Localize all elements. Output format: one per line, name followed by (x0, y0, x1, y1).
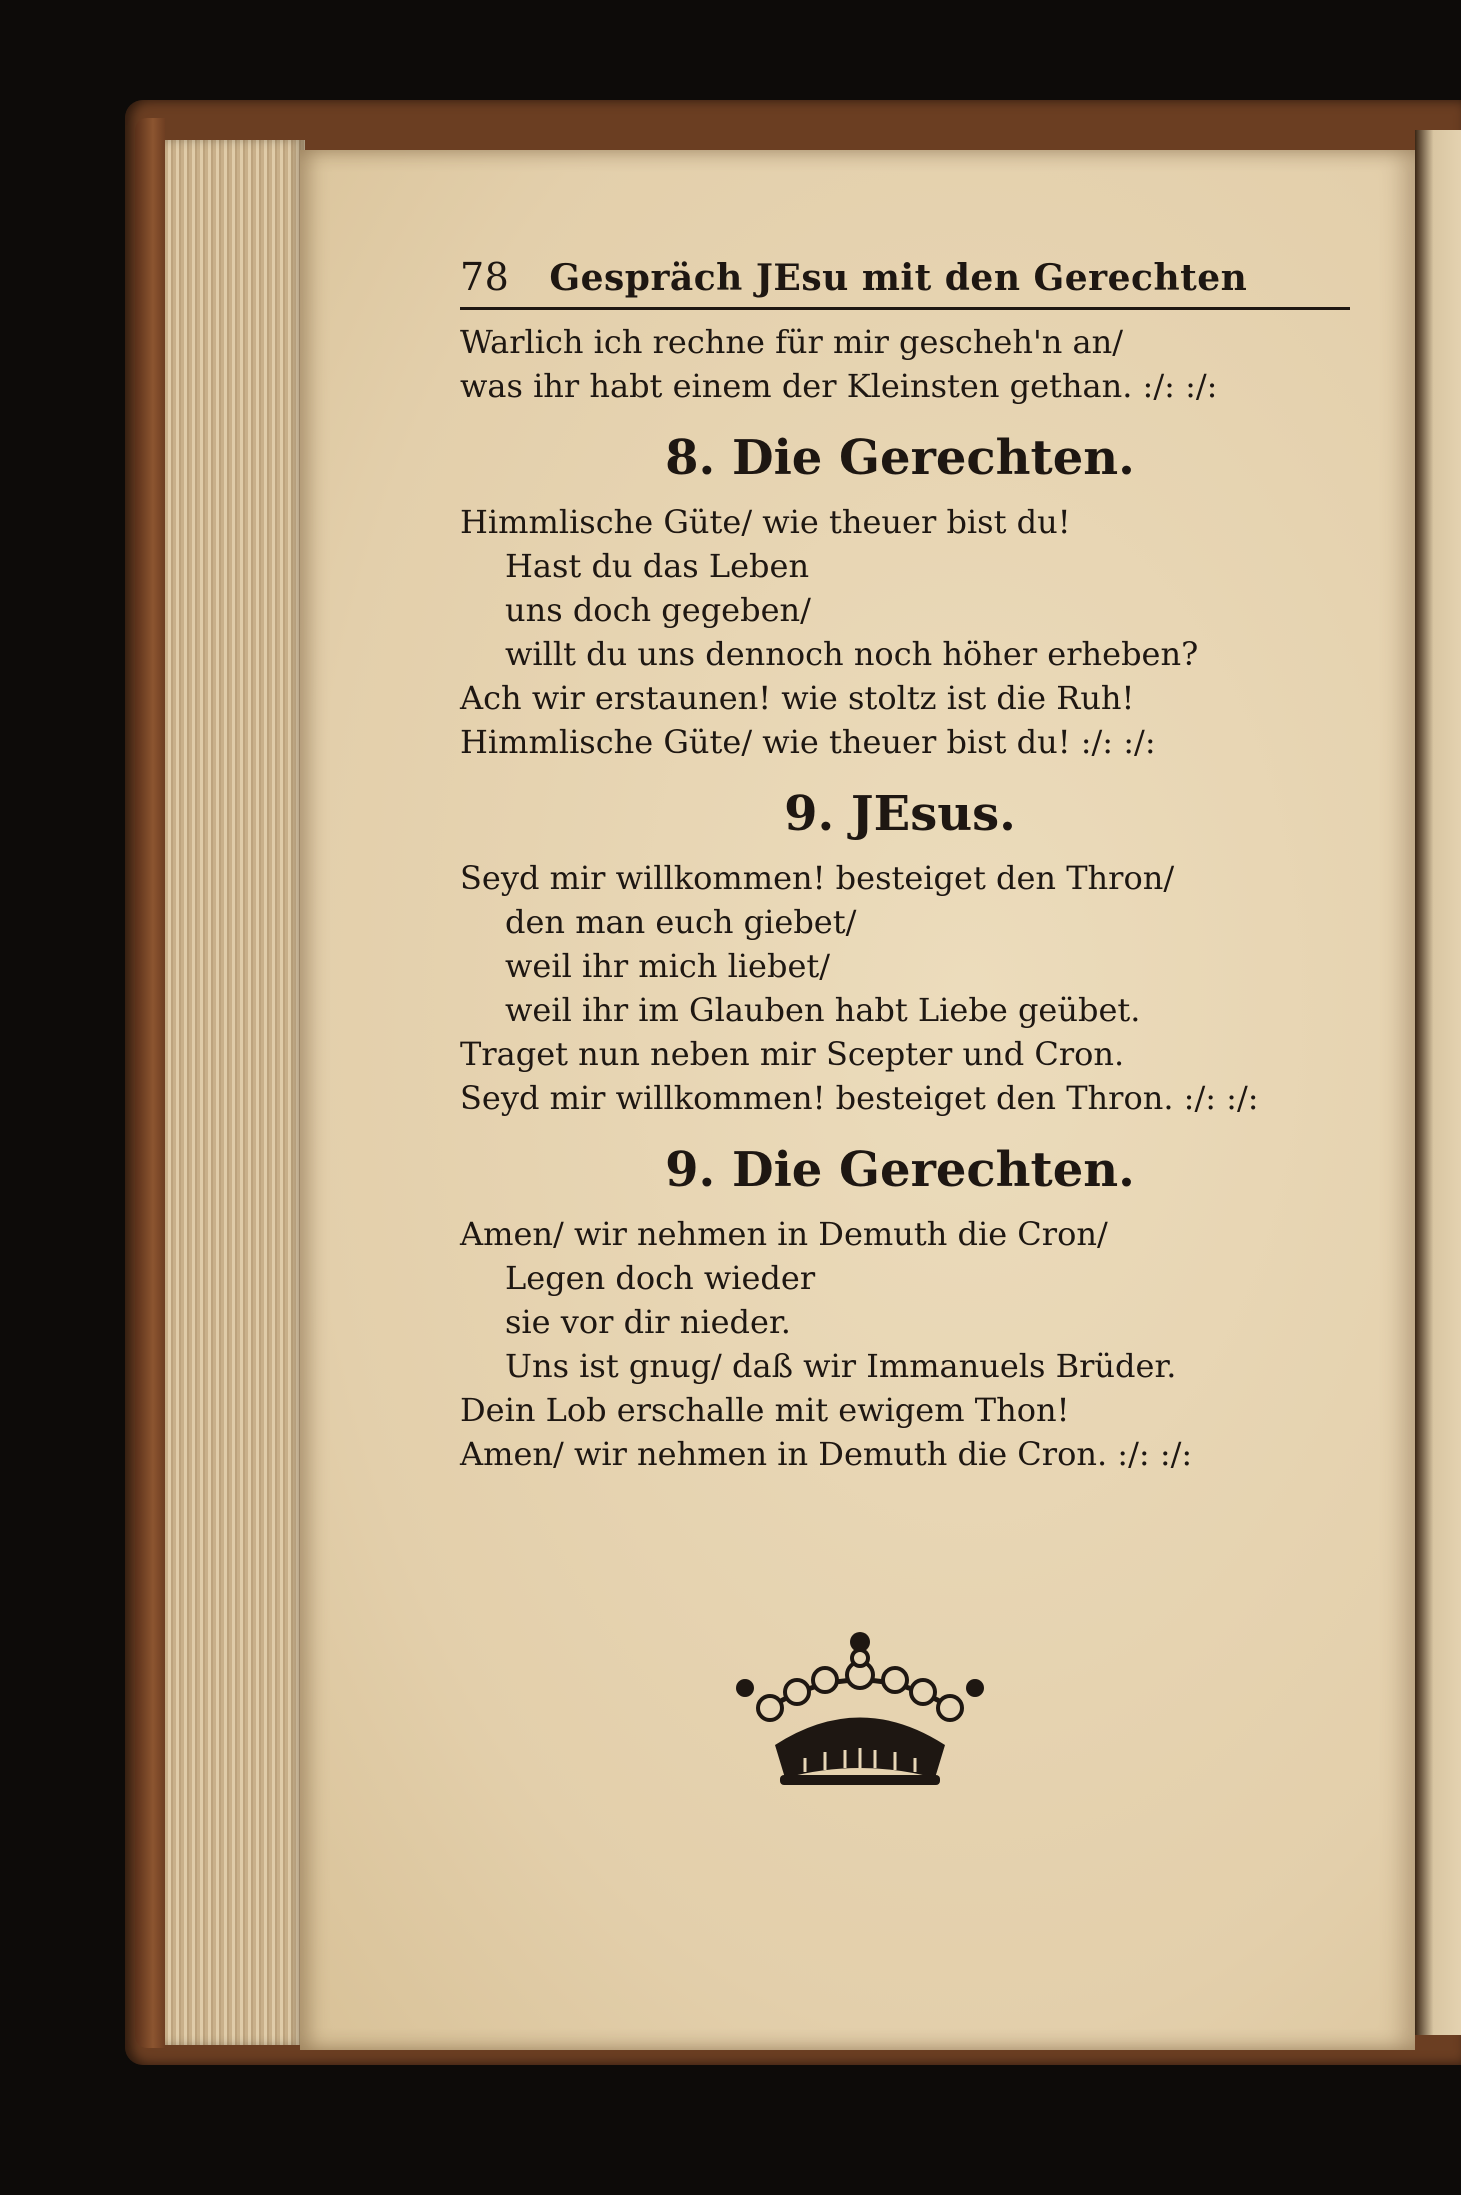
verse-line: uns doch gegeben/ (505, 591, 811, 629)
verse-line: willt du uns dennoch noch höher erheben? (505, 635, 1199, 673)
section-heading: 9. JEsus. (784, 786, 1016, 842)
running-head (460, 255, 1350, 310)
verse-line: Hast du das Leben (505, 547, 810, 585)
page-text (460, 255, 1340, 1476)
section-heading: 8. Die Gerechten. (665, 430, 1135, 486)
verse-line: sie vor dir nieder. (505, 1303, 791, 1341)
verse-line: Dein Lob erschalle mit ewigem Thon! (460, 1391, 1070, 1429)
facing-page-edge (1415, 130, 1461, 2035)
verse-line: den man euch giebet/ (505, 903, 857, 941)
verse-line: Legen doch wieder (505, 1259, 816, 1297)
verse-line: Uns ist gnug/ daß wir Immanuels Brüder. (505, 1347, 1177, 1385)
verse-line: Himmlische Güte/ wie theuer bist du! :/: :/: (460, 723, 1156, 761)
verse-line: Amen/ wir nehmen in Demuth die Cron/ (460, 1215, 1108, 1253)
verse-line: weil ihr im Glauben habt Liebe geübet. (505, 991, 1141, 1029)
verse-line: Traget nun neben mir Scepter und Cron. (460, 1035, 1125, 1073)
verse-line: weil ihr mich liebet/ (505, 947, 831, 985)
crown-icon (725, 1630, 995, 1790)
section-heading: 9. Die Gerechten. (665, 1142, 1135, 1198)
verse-line: was ihr habt einem der Kleinsten gethan. :/: :/: (460, 367, 1218, 405)
page-number: 78 (460, 255, 510, 299)
verse-line: Seyd mir willkommen! besteiget den Thron/ (460, 859, 1175, 897)
page-edges (165, 140, 305, 2045)
verse-line: Warlich ich rechne für mir gescheh'n an/ (460, 323, 1124, 361)
verse-line: Ach wir erstaunen! wie stoltz ist die Ruh! (460, 679, 1135, 717)
verse-line: Amen/ wir nehmen in Demuth die Cron. :/: :/: (460, 1435, 1193, 1473)
running-title: Gespräch JEsu mit den Gerechten (549, 257, 1248, 299)
book-spine (135, 118, 165, 2048)
verse-line: Himmlische Güte/ wie theuer bist du! (460, 503, 1071, 541)
verse-line: Seyd mir willkommen! besteiget den Thron. :/: :/: (460, 1079, 1259, 1117)
